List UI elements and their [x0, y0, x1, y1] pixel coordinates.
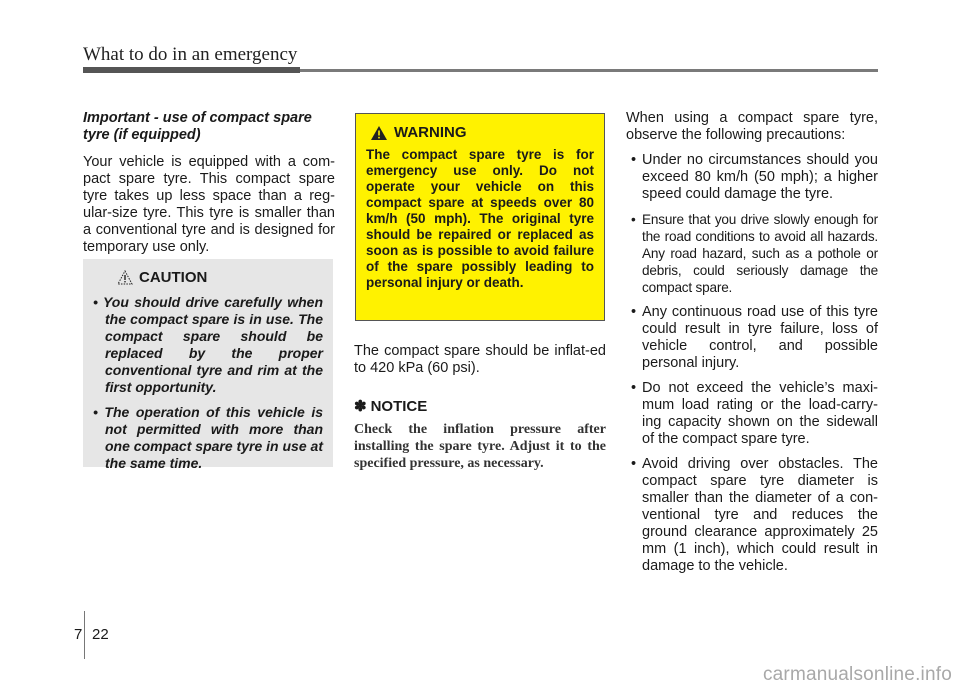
compact-spare-subheading: Important - use of compact spare tyre (if equipped) [83, 110, 312, 143]
caution-box [83, 259, 333, 471]
header-rule [83, 69, 878, 72]
caution-triangle-icon [117, 270, 133, 285]
precaution-item: • Avoid driving over obstacles. The compact spare tyre diameter is smaller than the diameter of a con-ventional tyre and reduces the ground clearance approximately 25 mm (1 inch), which could result in damage to the vehicle. [631, 456, 878, 574]
column-2 [354, 343, 606, 472]
chapter-number: 7 [74, 626, 83, 643]
caution-header [117, 269, 323, 286]
precautions-intro: When using a compact spare tyre, observe the following precautions: [626, 110, 878, 143]
section-title: What to do in an emergency [83, 44, 298, 65]
notice-header [354, 397, 606, 415]
footer-rule [84, 611, 85, 659]
inflation-paragraph: The compact spare should be inflat-ed to 420 kPa (60 psi). [354, 343, 606, 376]
bullet-icon: • [631, 304, 637, 320]
caution-item: • The operation of this vehicle is not permitted with more than one compact spare tyre in use at the same time. [93, 404, 323, 471]
precaution-item: • Ensure that you drive slowly enough for the road conditions to avoid all hazards. Any road hazard, such as a pothole or debris, could seriously damage the compact spare. [631, 212, 878, 295]
notice-title: NOTICE [370, 397, 428, 415]
watermark: carmanualsonline.info [762, 664, 952, 685]
precautions-list [626, 152, 878, 575]
warning-header [370, 124, 594, 141]
column-3 [626, 110, 878, 583]
caution-title: CAUTION [139, 269, 208, 286]
page-number: 22 [92, 626, 109, 643]
warning-box [355, 113, 605, 321]
caution-item: • You should drive carefully when the compact spare is in use. The compact spare should be replaced by the proper conventional tyre and rim at the first opportunity. [93, 294, 323, 395]
bullet-icon: • [631, 212, 636, 227]
warning-title: WARNING [394, 124, 467, 141]
notice-star-icon: ✽ [354, 398, 367, 415]
bullet-icon: • [631, 380, 637, 396]
caution-list [93, 294, 323, 472]
precaution-item: • Do not exceed the vehicle’s maxi-mum load rating or the load-carry-ing capacity shown on the sidewall of the compact spare tyre. [631, 380, 878, 447]
warning-triangle-icon [370, 125, 388, 141]
compact-spare-intro: Your vehicle is equipped with a com-pact spare tyre. This compact spare tyre takes up less space than a reg-ular-size tyre. This tyre is smaller than a conventional tyre and is designed for temporary use only. [83, 154, 335, 255]
column-1 [83, 110, 335, 256]
precaution-item: • Any continuous road use of this tyre could result in tyre failure, loss of vehicle control, and possible personal injury. [631, 304, 878, 371]
notice-text: Check the inflation pressure after installing the spare tyre. Adjust it to the specified pressure, as necessary. [354, 422, 606, 471]
precaution-item: • Under no circumstances should you exceed 80 km/h (50 mph); a higher speed could damage the tyre. [631, 152, 878, 202]
warning-text: The compact spare tyre is for emergency use only. Do not operate your vehicle on this compact spare at speeds over 80 km/h (50 mph). The original tyre should be repaired or replaced as soon as is possible to avoid failure of the spare possibly leading to personal injury or death. [366, 147, 594, 290]
bullet-icon: • [631, 456, 637, 472]
bullet-icon: • [631, 152, 637, 168]
